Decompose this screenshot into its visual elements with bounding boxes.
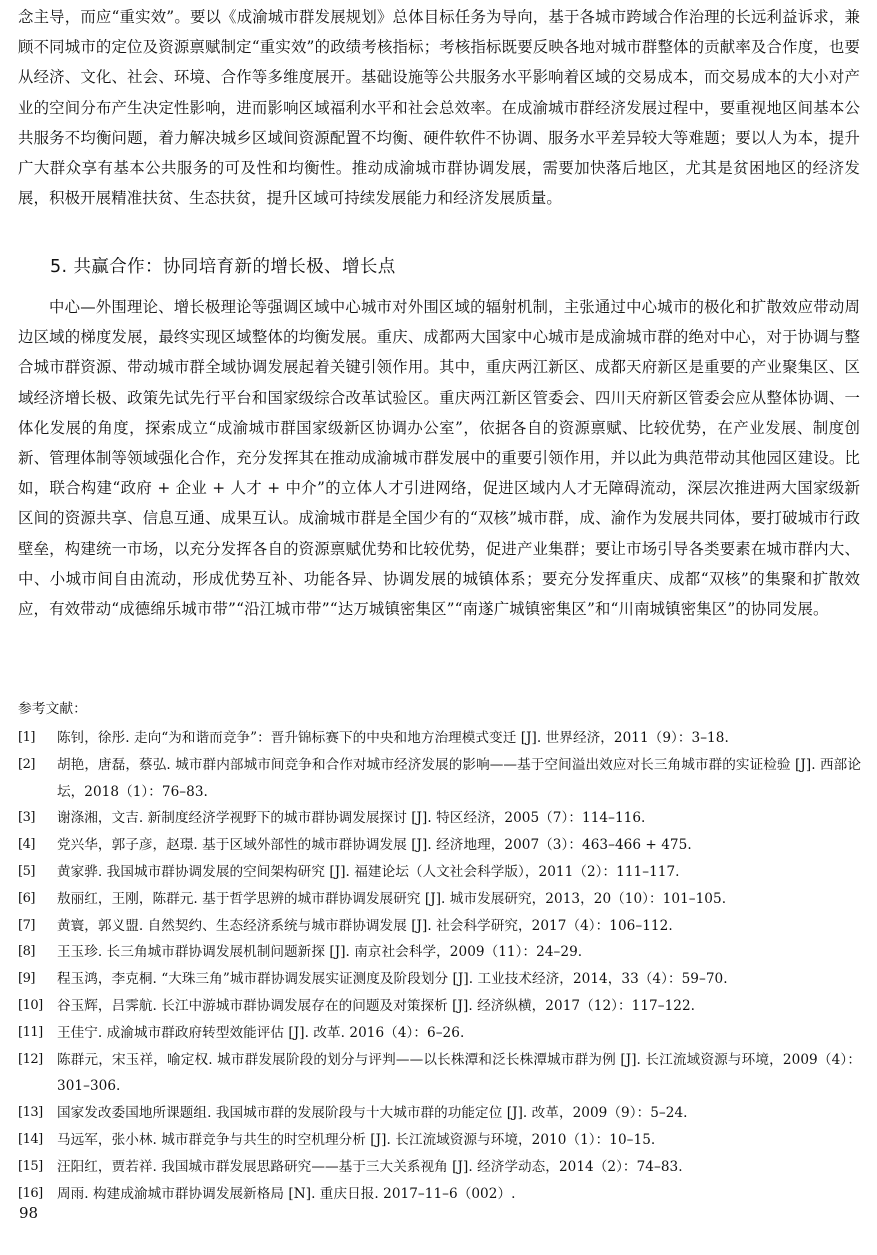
reference-text: 陈群元，宋玉祥，喻定权. 城市群发展阶段的划分与评判——以长株潭和泛长株潭城市群为例 [J]. 长江流域资源与环境，2009（4）：301–306. (57, 1051, 861, 1095)
section-heading: 5. 共赢合作：协同培育新的增长极、增长点 (50, 257, 396, 277)
reference-number: [11] (18, 1024, 43, 1040)
reference-text: 敖丽红，王刚，陈群元. 基于哲学思辨的城市群协调发展研究 [J]. 城市发展研究，2013，20（10）：101–105. (57, 890, 727, 907)
reference-number: [16] (18, 1185, 43, 1201)
reference-number: [9] (18, 971, 35, 987)
reference-text: 程玉鸿，李克桐. “大珠三角”城市群协调发展实证测度及阶段划分 [J]. 工业技术经济，2014，33（4）：59–70. (57, 971, 728, 988)
reference-number: [12] (18, 1051, 43, 1067)
page-number: 98 (19, 1204, 39, 1222)
reference-number: [14] (18, 1131, 43, 1147)
reference-text: 谷玉辉，吕霁航. 长江中游城市群协调发展存在的问题及对策探析 [J]. 经济纵横，2017（12）：117–122. (57, 997, 696, 1014)
reference-item (0, 993, 877, 1020)
reference-item (0, 886, 877, 913)
reference-number: [3] (18, 810, 35, 826)
reference-number: [4] (18, 837, 35, 853)
reference-item (0, 1181, 877, 1208)
reference-number: [10] (18, 997, 43, 1013)
reference-number: [1] (18, 730, 35, 745)
reference-number: [6] (18, 890, 35, 906)
reference-text: 谢涤湘，文吉. 新制度经济学视野下的城市群协调发展探讨 [J]. 特区经济，2005（7）：114–116. (57, 810, 646, 827)
reference-text: 汪阳红，贾若祥. 我国城市群发展思路研究——基于三大关系视角 [J]. 经济学动态，2014（2）：74–83. (57, 1158, 683, 1175)
body-paragraph-2: 中心—外围理论、增长极理论等强调区域中心城市对外围区域的辐射机制，主张通过中心城市的极化和扩散效应带动周边区域的梯度发展，最终实现区域整体的均衡发展。重庆、成都两大国家中心城市是成渝城市群的绝对中心，对于协调与整合城市群资源、带动城市群全域协调发展起着关键引领作用。其中，重庆两江新区、成都天府新区是重要的产业聚集区、区域经济增长极、政策先试先行平台和国家级综合改革试验区。重庆两江新区管委会、四川天府新区管委会应从整体协调、一体化发展的角度，探索成立“成渝城市群国家级新区协调办公室”，依据各自的资源禀赋、比较优势，在产业发展、制度创新、管理体制等领域强化合作，充分发挥其在推动成渝城市群发展中的重要引领作用，并以此为典范带动其他园区建设。比如，联合构建“政府 + 企业 + 人才 + 中介”的立体人才引进网络，促进区域内人才无障碍流动，深层次推进两大国家级新区间的资源共享、信息互通、成果互认。成渝城市群是全国少有的“双核”城市群，成、渝作为发展共同体，要打破城市行政壁垒，构建统一市场，以充分发挥各自的资源禀赋优势和比较优势，促进产业集群；要让市场引导各类要素在城市群内大、中、小城市间自由流动，形成优势互补、功能各异、协调发展的城镇体系；要充分发挥重庆、成都“双核”的集聚和扩散效应，有效带动“成德绵乐城市带”“沿江城市带”“达万城镇密集区”“南遂广城镇密集区”和“川南城镇密集区”的协同发展。 (18, 298, 860, 619)
reference-item (0, 805, 877, 832)
references-title: 参考文献： (18, 701, 87, 717)
reference-item (0, 1047, 877, 1101)
reference-number: [13] (18, 1105, 43, 1121)
reference-text: 国家发改委国地所课题组. 我国城市群的发展阶段与十大城市群的功能定位 [J]. 改革，2009（9）：5–24. (57, 1105, 688, 1122)
reference-item (0, 832, 877, 859)
reference-number: [2] (18, 756, 35, 772)
reference-item (0, 1154, 877, 1181)
reference-item (0, 1127, 877, 1154)
reference-item (0, 913, 877, 940)
reference-text: 党兴华，郭子彦，赵璟. 基于区域外部性的城市群协调发展 [J]. 经济地理，2007（3）：463–466 + 475. (57, 837, 692, 854)
reference-text: 黄寰，郭义盟. 自然契约、生态经济系统与城市群协调发展 [J]. 社会科学研究，2017（4）：106–112. (57, 917, 673, 934)
reference-item (0, 939, 877, 966)
reference-item (0, 859, 877, 886)
reference-item (0, 752, 877, 806)
reference-number: [15] (18, 1158, 43, 1174)
reference-text: 王玉珍. 长三角城市群协调发展机制问题新探 [J]. 南京社会科学，2009（11）：24–29. (57, 944, 583, 961)
reference-number: [7] (18, 917, 35, 933)
reference-text: 黄家骅. 我国城市群协调发展的空间架构研究 [J]. 福建论坛（人文社会科学版），2011（2）：111–117. (57, 863, 680, 880)
reference-number: [8] (18, 944, 35, 960)
reference-item (0, 725, 877, 752)
reference-text: 王佳宁. 成渝城市群政府转型效能评估 [J]. 改革. 2016（4）：6–26. (57, 1024, 465, 1041)
reference-item (0, 966, 877, 993)
reference-item (0, 1020, 877, 1047)
reference-text: 马远军，张小林. 城市群竞争与共生的时空机理分析 [J]. 长江流域资源与环境，2010（1）：10–15. (57, 1131, 656, 1148)
reference-number: [5] (18, 863, 35, 879)
reference-text: 胡艳，唐磊，蔡弘. 城市群内部城市间竞争和合作对城市经济发展的影响——基于空间溢出效应对长三角城市群的实证检验 [J]. 西部论坛，2018（1）：76–83. (57, 756, 861, 800)
body-paragraph-1: 念主导，而应“重实效”。要以《成渝城市群发展规划》总体目标任务为导向，基于各城市跨域合作治理的长远利益诉求，兼顾不同城市的定位及资源禀赋制定“重实效”的政绩考核指标；考核指标既要反映各地对城市群整体的贡献率及合作度，也要从经济、文化、社会、环境、合作等多维度展开。基础设施等公共服务水平影响着区域的交易成本，而交易成本的大小对产业的空间分布产生决定性影响，进而影响区域福利水平和社会总效率。在成渝城市群经济发展过程中，要重视地区间基本公共服务不均衡问题，着力解决城乡区域间资源配置不均衡、硬件软件不协调、服务水平差异较大等难题；要以人为本，提升广大群众享有基本公共服务的可及性和均衡性。推动成渝城市群协调发展，需要加快落后地区，尤其是贫困地区的经济发展，积极开展精准扶贫、生态扶贫，提升区域可持续发展能力和经济发展质量。 (18, 8, 860, 208)
references-list (0, 725, 877, 1207)
reference-item (0, 1100, 877, 1127)
reference-text: 陈钊，徐彤. 走向“为和谐而竞争”：晋升锦标赛下的中央和地方治理模式变迁 [J]. 世界经济，2011（9）：3–18. (57, 730, 729, 746)
reference-text: 周雨. 构建成渝城市群协调发展新格局 [N]. 重庆日报. 2017–11–6（002）. (57, 1185, 516, 1202)
